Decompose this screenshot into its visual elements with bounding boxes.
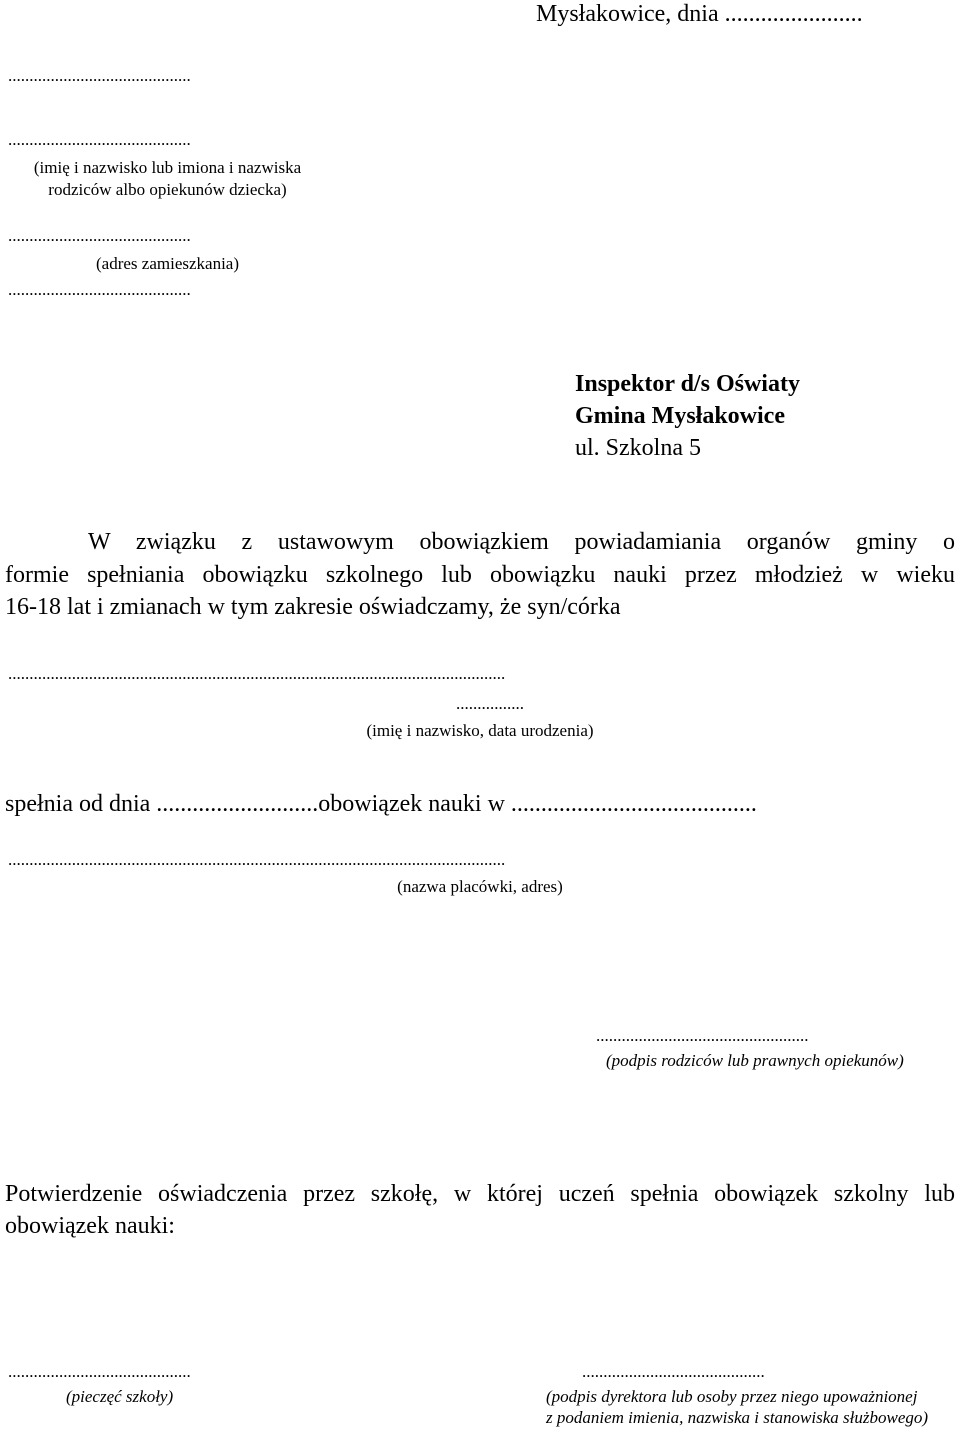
applicant-name-caption-1: (imię i nazwisko lub imiona i nazwiska [33, 158, 302, 177]
applicant-address-dots-1: ........................................... [8, 226, 191, 245]
body-paragraph-line-2: formie spełniania obowiązku szkolnego lub obowiązku nauki przez młodzież w wieku [5, 562, 955, 588]
parent-signature-dots: .................................................. [596, 1026, 809, 1045]
body-paragraph-line-3: 16-18 lat i zmianach w tym zakresie oświadczamy, że syn/córka [5, 594, 621, 620]
school-dots: ..................................................................................................................... [8, 850, 506, 869]
recipient-line-2: Gmina Mysłakowice [575, 403, 785, 429]
place-and-date: Mysłakowice, dnia ....................... [536, 1, 863, 27]
confirmation-line-1: Potwierdzenie oświadczenia przez szkołę, w której uczeń spełnia obowiązek szkolny lub [5, 1181, 955, 1207]
applicant-name-dots-2: ........................................... [8, 130, 191, 149]
director-signature-caption-2: z podaniem imienia, nazwiska i stanowiska służbowego) [546, 1408, 929, 1427]
applicant-address-caption: (adres zamieszkania) [96, 254, 239, 273]
fulfils-line: spełnia od dnia ...........................obowiązek nauki w ......................................... [5, 791, 757, 817]
school-caption: (nazwa placówki, adres) [397, 877, 563, 896]
body-paragraph-line-1: W związku z ustawowym obowiązkiem powiadamiania organów gminy o [88, 529, 955, 555]
school-stamp-dots: ........................................... [8, 1362, 191, 1381]
director-signature-dots: ........................................... [582, 1362, 765, 1381]
child-caption: (imię i nazwisko, data urodzenia) [366, 721, 594, 740]
applicant-address-dots-2: ........................................... [8, 280, 191, 299]
recipient-line-1: Inspektor d/s Oświaty [575, 371, 800, 397]
parent-signature-caption: (podpis rodziców lub prawnych opiekunów) [606, 1051, 904, 1070]
director-signature-caption-1: (podpis dyrektora lub osoby przez niego upoważnionej [546, 1387, 918, 1406]
child-dots-2: ................ [456, 694, 524, 713]
applicant-name-dots-1: ........................................... [8, 66, 191, 85]
applicant-name-caption-2: rodziców albo opiekunów dziecka) [48, 180, 287, 199]
recipient-line-3: ul. Szkolna 5 [575, 435, 701, 461]
confirmation-line-2: obowiązek nauki: [5, 1213, 175, 1239]
child-dots-1: ..................................................................................................................... [8, 664, 506, 683]
school-stamp-caption: (pieczęć szkoły) [66, 1387, 174, 1406]
